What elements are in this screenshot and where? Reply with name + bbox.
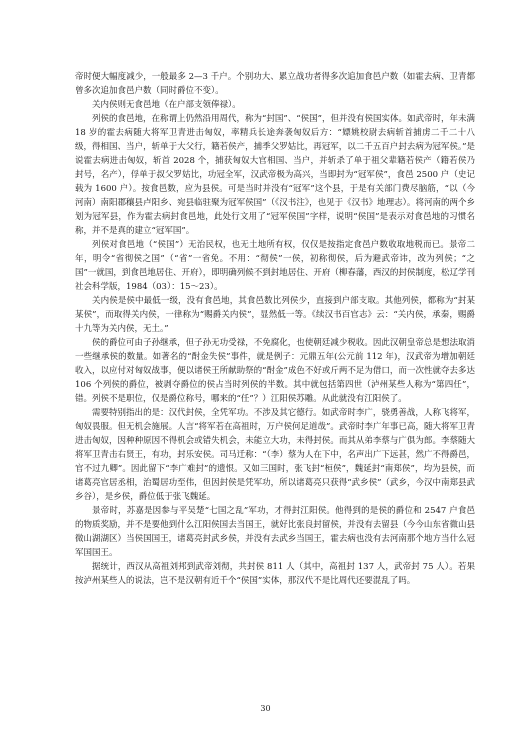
paragraph-3: 列侯的食邑地，在称谓上仍然沿用周代，称为“封国”、“侯国”，但并没有侯国实体。如武帝时，年未满 18 岁的霍去病随大将军卫青进击匈奴，率精兵长途奔袭匈奴后方：“嫖姚校尉去病斩首捕虏二千二十八级，得相国、当户，斩单于大父行，籍若侯产，捕季父罗姑比，再冠军，以二千五百户封去病为冠军侯。”是说霍去病进击匈奴，斩首 2028 个，捕获匈奴大官相国、当户，并斩杀了单于祖父辈籍若侯产（籍若侯乃封号，名产），俘单于叔父罗姑比，功冠全军，汉武帝极为高兴，当即封为“冠军侯”，食邑 2500 户（史记载为 1600 户）。按食邑数，应为县侯。可是当时并没有“冠军”这个县，于是有关部门费尽脑筋，“以（今河南）南阳郡穰县卢阳乡、宛县临驻聚为冠军侯国”（《汉书注》，也见于《汉书》地理志）。将河南的两个乡划为冠军县，作为霍去病封食邑地，此处行文用了“冠军侯国”字样，说明“侯国”是表示对食邑地的习惯名称，并不是真的建立“冠军国”。: [75, 114, 475, 236]
paragraph-9: 据统计，西汉从高祖刘邦到武帝刘彻，共封侯 811 人（其中，高祖封 137 人，武帝封 75 人）。若果按泸州某些人的说法，岂不是汉朝有近千个“侯国”实体，那汉代不是比周代还要混乱了吗。: [75, 562, 475, 586]
page-number: 30: [260, 704, 271, 713]
paragraph-1: 帝时便大幅度减少，一般最多 2—3 千户。个别功大、累立战功者得多次追加食邑户数（如霍去病、卫青都曾多次追加食邑户数（同时爵位不变）。: [75, 72, 475, 96]
paragraph-2: 关内侯则无食邑地（在户部支领俸禄）。: [92, 100, 241, 110]
paragraph-6: 侯的爵位可由子孙继承，但子孙无功受禄，不免腐化，也使朝廷减少税收。因此汉朝皇帝总是想法取消一些继承侯的数量。如著名的“酎金失侯”事件，就是例子：元鼎五年(公元前 112 年)，汉武帝为增加朝廷收入，以应付对匈奴战事，便以诸侯王所献助祭的“酎金”成色不好或斤两不足为借口，而一次性就夺去多达 106 个列侯的爵位，被剥夺爵位的侯占当时列侯的半数。其中就包括第四世（泸州某些人称为“第四任”，错。列侯不是职位，仅是爵位称号，哪来的“任”？）江阳侯苏雕。从此就没有江阳侯了。: [75, 338, 475, 404]
body-text: [75, 70, 475, 588]
paragraph-4: 列侯对食邑地（“侯国”）无治民权，也无土地所有权，仅仅是按指定食邑户数收取地税而已。景帝二年，明令“省彻侯之国”（“省”一省免。不用：“彻侯”一侯，初称彻侯，后为避武帝讳，改为列侯；“之国”一就国，到食邑地居住、开府），即明确列候不到封地居住、开府（柳春藩，西汉的封侯制度，松辽学刊社会科学版，1984（03）：15～23）。: [75, 240, 475, 292]
paragraph-5: 关内侯是侯中最低一级，没有食邑地，其食邑数比列侯少，直接到户部支取。其他列侯，都称为“封某某侯”，而取得关内侯，一律称为“赐爵关内侯”，显然低一等。《续汉书百官志》云：“关内侯，承秦，赐爵十九等为关内侯，无土。”: [75, 296, 475, 334]
paragraph-7: 需要特别指出的是：汉代封侯，全凭军功。不涉及其它德行。如武帝时李广，骁勇善战，人称飞将军，匈奴畏服。但无机会施展。人言“将军若在高祖时，万户侯何足道哉”。武帝时李广年事已高，随大将军卫青进击匈奴，因种种原因不得机会或错失机会，未能立大功，未得封侯。而其从弟李蔡与广俱为郎。李蔡随大将军卫青击右贤王，有功，封乐安侯。司马迁称：“（李）蔡为人在下中，名声出广下远甚，然广不得爵邑，官不过九卿”。因此留下“李广难封”的遗恨。又如三国时，张飞封“桓侯”，魏延封“南郑侯”，均为县侯，而诸葛亮官居丞相，治蜀居功至伟，但因封侯是凭军功，所以诸葛亮只获得“武乡侯”（武乡，今汉中南郑县武乡谷），是乡侯，爵位低于张飞魏延。: [75, 408, 475, 502]
paragraph-8: 景帝时，苏嘉是因参与平吴楚“七国之乱”军功，才得封江阳侯。他得到的是侯的爵位和 2547 户食邑的物质奖励，并不是要他到什么江阳侯国去当国王，就好比张良封留侯，并没有去留县（今今山东省微山县微山湖湖区）当侯国国王，诸葛亮封武乡侯，并没有去武乡当国王，霍去病也没有去河南那个地方当什么冠军国国王。: [75, 506, 475, 558]
